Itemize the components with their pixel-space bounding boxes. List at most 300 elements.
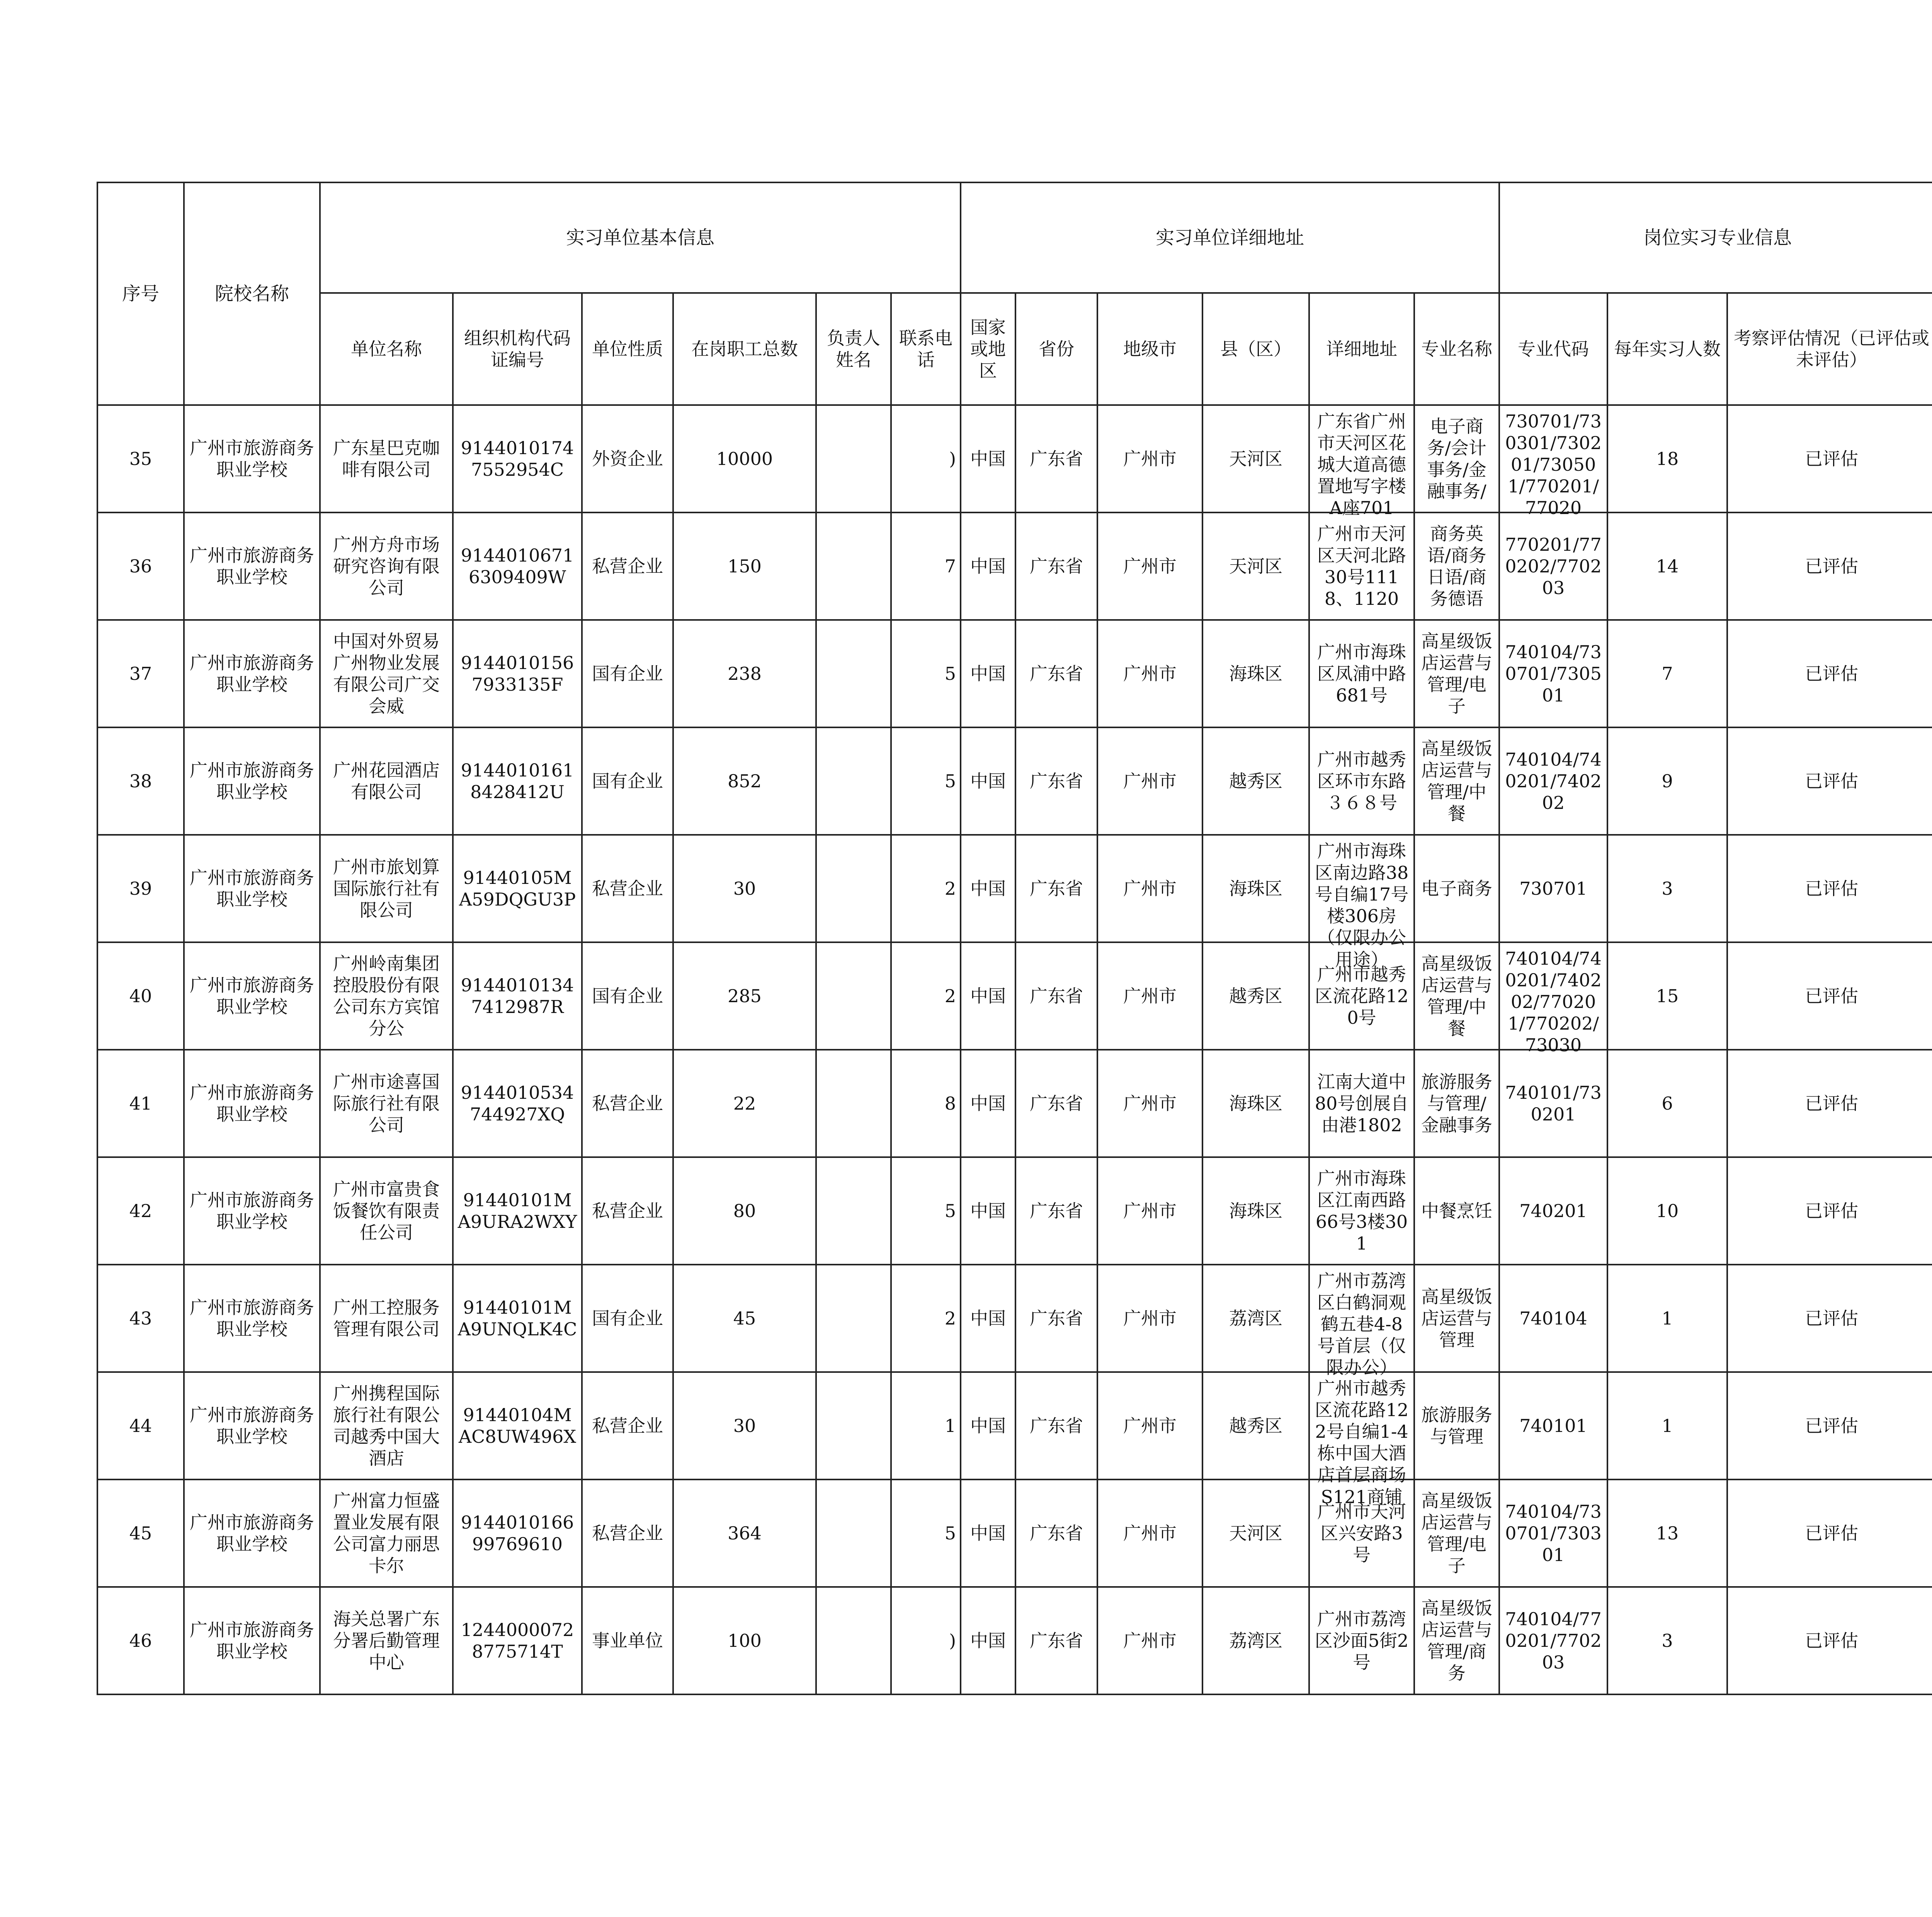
cell-major-code [1499,727,1607,835]
cell-staff-text: 30 [733,1415,756,1436]
cell-unit-type-text: 私营企业 [592,555,663,577]
cell-city [1097,1265,1202,1372]
cell-staff [673,405,816,512]
cell-unit-type-text: 国有企业 [592,770,663,792]
cell-unit-name [320,1050,453,1157]
cell-school-text: 广州市旅游商务职业学校 [190,1512,314,1554]
cell-province [1015,1157,1097,1265]
cell-org-code-text: 91440104MAC8UW496X [458,1404,577,1447]
cell-county-text: 天河区 [1229,448,1283,469]
cell-address [1309,727,1414,835]
cell-org-code-text: 91440101567933135F [461,652,574,695]
cell-assess [1727,1372,1932,1479]
cell-unit-type [582,1157,673,1265]
cell-school-text: 广州市旅游商务职业学校 [190,867,314,910]
cell-country-text: 中国 [970,1522,1006,1544]
cell-county-text: 荔湾区 [1229,1630,1283,1651]
cell-phone [891,1372,961,1479]
cell-unit-name-text: 广州市途喜国际旅行社有限公司 [333,1071,440,1136]
cell-phone [891,1157,961,1265]
cell-assess-text: 已评估 [1805,1200,1859,1221]
cell-assess-text: 已评估 [1805,1522,1859,1544]
cell-country-text: 中国 [970,663,1006,684]
cell-major [1414,1265,1499,1372]
cell-leader [816,1050,891,1157]
cell-unit-name [320,620,453,727]
table-row [97,1372,1932,1479]
cell-county-text: 越秀区 [1229,1415,1283,1436]
cell-province-text: 广东省 [1030,1522,1083,1544]
cell-interns [1607,405,1727,512]
cell-org-code-text: 91440105MA59DQGU3P [459,867,576,910]
cell-seq-text: 36 [129,555,152,577]
header-staff: 在岗职工总数 [673,293,816,405]
cell-school [184,512,320,620]
cell-province [1015,1372,1097,1479]
cell-unit-type-text: 私营企业 [592,1093,663,1114]
cell-school [184,1372,320,1479]
cell-leader [816,1587,891,1694]
cell-country [961,620,1015,727]
cell-major-code [1499,1265,1607,1372]
header-city: 地级市 [1097,293,1202,405]
cell-unit-name [320,1265,453,1372]
cell-school [184,1050,320,1157]
cell-address-text: 广州市海珠区凤浦中路681号 [1317,641,1406,706]
cell-school-text: 广州市旅游商务职业学校 [190,759,314,802]
cell-major-code [1499,405,1607,519]
cell-assess [1727,942,1932,1050]
cell-city [1097,1587,1202,1694]
cell-staff-text: 22 [733,1093,756,1114]
cell-staff [673,1265,816,1372]
cell-address-text: 广州市越秀区流花路122号自编1-4栋中国大酒店首层商场S121商铺 [1315,1378,1409,1507]
phone-visible-fragment: 5 [944,1200,956,1221]
cell-country [961,835,1015,942]
cell-phone [891,835,961,942]
cell-province-text: 广东省 [1030,770,1083,792]
cell-major-code [1499,512,1607,620]
cell-school [184,942,320,1050]
cell-major-text: 高星级饭店运营与管理/商务 [1421,1597,1493,1684]
cell-unit-type-text: 国有企业 [592,985,663,1006]
cell-interns-text: 18 [1656,448,1679,469]
cell-staff-text: 852 [728,770,762,792]
cell-school-text: 广州市旅游商务职业学校 [190,1297,314,1340]
cell-assess [1727,620,1932,727]
cell-county-text: 海珠区 [1229,1200,1283,1221]
cell-unit-type [582,1479,673,1587]
cell-province-text: 广东省 [1030,1200,1083,1221]
cell-unit-name-text: 广州方舟市场研究咨询有限公司 [333,534,440,599]
cell-major-text: 高星级饭店运营与管理/电子 [1421,630,1493,717]
cell-city-text: 广州市 [1123,1093,1177,1114]
cell-interns-text: 1 [1662,1415,1673,1436]
cell-staff-text: 30 [733,878,756,899]
cell-major [1414,620,1499,727]
cell-country [961,1479,1015,1587]
phone-visible-fragment: ) [949,1630,956,1651]
cell-assess-text: 已评估 [1805,1308,1859,1329]
cell-major-text: 商务英语/商务日语/商务德语 [1427,523,1486,609]
cell-county-text: 海珠区 [1229,878,1283,899]
cell-major [1414,942,1499,1050]
cell-address [1309,405,1414,519]
cell-interns [1607,1587,1727,1694]
cell-seq-text: 46 [129,1630,152,1651]
cell-unit-type [582,727,673,835]
cell-org-code [453,1265,582,1372]
cell-city [1097,835,1202,942]
cell-unit-name-text: 广州岭南集团控股股份有限公司东方宾馆分公 [333,953,440,1039]
cell-org-code [453,727,582,835]
cell-seq [97,1265,184,1372]
cell-phone [891,1265,961,1372]
cell-unit-type [582,1587,673,1694]
cell-staff [673,1157,816,1265]
cell-major-text: 高星级饭店运营与管理/中餐 [1421,738,1493,824]
cell-assess-text: 已评估 [1805,663,1859,684]
cell-city [1097,620,1202,727]
phone-visible-fragment: 2 [944,985,956,1006]
cell-major [1414,1587,1499,1694]
cell-unit-type [582,835,673,942]
cell-org-code-text: 91440101MA9UNQLK4C [457,1297,577,1340]
cell-staff-text: 150 [728,555,762,577]
cell-major-code-text: 740104/730701/730301 [1505,1501,1602,1566]
cell-assess [1727,1157,1932,1265]
header-group-major: 岗位实习专业信息 [1499,182,1932,293]
cell-school-text: 广州市旅游商务职业学校 [190,652,314,695]
cell-major-text: 电子商务 [1421,878,1493,899]
cell-org-code [453,1157,582,1265]
header-country: 国家或地区 [961,293,1015,405]
cell-city [1097,1372,1202,1479]
cell-unit-name [320,1479,453,1587]
cell-interns-text: 3 [1662,1630,1673,1651]
cell-seq [97,1479,184,1587]
cell-assess-text: 已评估 [1805,1415,1859,1436]
table-row [97,1050,1932,1157]
cell-unit-type-text: 私营企业 [592,1522,663,1544]
cell-major-code-text: 740104 [1519,1308,1587,1329]
cell-interns [1607,835,1727,942]
header-org-code: 组织机构代码证编号 [453,293,582,405]
cell-county-text: 海珠区 [1229,1093,1283,1114]
cell-unit-type-text: 私营企业 [592,1415,663,1436]
cell-address-text: 广东省广州市天河区花城大道高德置地写字楼A座701 [1317,411,1406,519]
cell-major-text: 高星级饭店运营与管理 [1421,1286,1493,1351]
table-row [97,942,1932,1050]
cell-assess [1727,1479,1932,1587]
cell-city-text: 广州市 [1123,1415,1177,1436]
cell-phone [891,512,961,620]
cell-address-text: 广州市海珠区江南西路66号3楼301 [1315,1168,1408,1254]
cell-phone [891,1050,961,1157]
cell-major-code-text: 770201/770202/770203 [1505,534,1602,599]
cell-unit-type-text: 私营企业 [592,1200,663,1221]
cell-major-code-text: 740101/730201 [1505,1082,1602,1125]
cell-address-text: 广州市海珠区南边路38号自编17号楼306房（仅限办公用途） [1315,841,1409,970]
cell-org-code [453,1587,582,1694]
cell-major-code-text: 730701/730301/730201/730501/770201/77020 [1505,411,1602,519]
cell-leader [816,942,891,1050]
header-group-row [97,182,1932,293]
cell-province-text: 广东省 [1030,448,1083,469]
cell-county-text: 越秀区 [1229,770,1283,792]
cell-school-text: 广州市旅游商务职业学校 [190,1404,314,1447]
cell-school-text: 广州市旅游商务职业学校 [190,1082,314,1125]
cell-city [1097,727,1202,835]
cell-address [1309,835,1414,970]
cell-unit-name-text: 广东星巴克咖啡有限公司 [333,437,440,480]
table-row [97,727,1932,835]
header-province: 省份 [1015,293,1097,405]
header-phone: 联系电话 [891,293,961,405]
cell-assess-text: 已评估 [1805,878,1859,899]
cell-city-text: 广州市 [1123,1308,1177,1329]
cell-country [961,512,1015,620]
cell-county [1202,1479,1309,1587]
cell-city [1097,1050,1202,1157]
cell-county-text: 海珠区 [1229,663,1283,684]
cell-address-text: 广州市越秀区环市东路３６８号 [1317,749,1406,814]
header-unit-name: 单位名称 [320,293,453,405]
cell-country [961,1587,1015,1694]
cell-city-text: 广州市 [1123,448,1177,469]
cell-seq [97,835,184,942]
cell-school [184,1265,320,1372]
cell-unit-name-text: 广州工控服务管理有限公司 [333,1297,440,1340]
cell-major-code-text: 740104/730701/730501 [1505,641,1602,706]
cell-seq [97,1372,184,1479]
cell-province-text: 广东省 [1030,1093,1083,1114]
cell-province [1015,1479,1097,1587]
table-row [97,835,1932,942]
cell-country-text: 中国 [970,1415,1006,1436]
cell-school [184,1157,320,1265]
cell-city-text: 广州市 [1123,663,1177,684]
cell-province [1015,1050,1097,1157]
cell-city [1097,405,1202,512]
cell-assess-text: 已评估 [1805,448,1859,469]
cell-province-text: 广东省 [1030,1415,1083,1436]
header-seq: 序号 [97,182,184,405]
cell-country-text: 中国 [970,985,1006,1006]
cell-assess [1727,727,1932,835]
cell-interns [1607,1157,1727,1265]
cell-unit-type [582,1050,673,1157]
cell-major-text: 旅游服务与管理 [1421,1404,1493,1447]
cell-province [1015,1265,1097,1372]
cell-seq-text: 43 [129,1308,152,1329]
cell-leader [816,1479,891,1587]
cell-address-text: 广州市越秀区流花路120号 [1315,964,1409,1028]
cell-country [961,942,1015,1050]
cell-school-text: 广州市旅游商务职业学校 [190,437,314,480]
cell-interns-text: 9 [1662,770,1673,792]
cell-county [1202,727,1309,835]
cell-unit-name [320,835,453,942]
cell-phone [891,942,961,1050]
cell-province [1015,512,1097,620]
cell-interns [1607,620,1727,727]
cell-major-code [1499,1587,1607,1694]
cell-unit-type [582,942,673,1050]
cell-county-text: 荔湾区 [1229,1308,1283,1329]
cell-unit-type [582,620,673,727]
cell-unit-name-text: 中国对外贸易广州物业发展有限公司广交会威 [333,630,440,717]
cell-city-text: 广州市 [1123,985,1177,1006]
cell-assess [1727,1265,1932,1372]
cell-unit-name [320,512,453,620]
cell-leader [816,512,891,620]
cell-school [184,405,320,512]
cell-major-code-text: 740104/770201/770203 [1505,1608,1602,1673]
cell-staff-text: 285 [728,985,762,1006]
cell-phone [891,405,961,512]
cell-major-text: 旅游服务与管理/金融事务 [1421,1071,1493,1136]
cell-unit-name [320,1157,453,1265]
cell-province [1015,942,1097,1050]
cell-org-code-text: 9144010534744927XQ [461,1082,574,1125]
cell-assess-text: 已评估 [1805,1630,1859,1651]
cell-address-text: 广州市荔湾区沙面5街2号 [1315,1608,1409,1673]
cell-staff [673,1050,816,1157]
cell-unit-name [320,1587,453,1694]
cell-county [1202,1265,1309,1372]
cell-major [1414,1157,1499,1265]
cell-seq-text: 38 [129,770,152,792]
cell-province-text: 广东省 [1030,1308,1083,1329]
cell-phone [891,727,961,835]
phone-visible-fragment: 2 [944,878,956,899]
cell-major-code-text: 740104/740201/740202/770201/770202/73030 [1505,948,1602,1056]
cell-country-text: 中国 [970,555,1006,577]
table-row [97,1265,1932,1372]
cell-unit-type-text: 国有企业 [592,663,663,684]
cell-city-text: 广州市 [1123,555,1177,577]
cell-staff-text: 80 [733,1200,756,1221]
phone-visible-fragment: 8 [944,1093,956,1114]
cell-seq [97,942,184,1050]
cell-seq-text: 44 [129,1415,152,1436]
cell-province-text: 广东省 [1030,985,1083,1006]
cell-assess [1727,405,1932,512]
cell-county [1202,835,1309,942]
cell-leader [816,620,891,727]
cell-address [1309,1157,1414,1265]
header-leader: 负责人姓名 [816,293,891,405]
cell-major [1414,512,1499,620]
cell-interns [1607,512,1727,620]
cell-interns [1607,727,1727,835]
cell-county [1202,1157,1309,1265]
cell-unit-type-text: 私营企业 [592,878,663,899]
cell-province [1015,405,1097,512]
cell-country [961,405,1015,512]
table-row [97,1479,1932,1587]
cell-seq [97,1587,184,1694]
cell-unit-type-text: 国有企业 [592,1308,663,1329]
cell-country-text: 中国 [970,448,1006,469]
cell-unit-name-text: 广州花园酒店有限公司 [333,759,440,802]
cell-unit-type-text: 事业单位 [592,1630,663,1651]
cell-major [1414,1050,1499,1157]
header-county: 县（区） [1202,293,1309,405]
header-unit-type: 单位性质 [582,293,673,405]
cell-unit-name-text: 广州富力恒盛置业发展有限公司富力丽思卡尔 [333,1490,440,1577]
phone-visible-fragment: 1 [944,1415,956,1436]
cell-city-text: 广州市 [1123,1522,1177,1544]
cell-leader [816,835,891,942]
cell-school [184,835,320,942]
cell-staff [673,1372,816,1479]
cell-major [1414,1479,1499,1587]
cell-staff [673,1587,816,1694]
cell-leader [816,1157,891,1265]
cell-staff [673,835,816,942]
cell-province-text: 广东省 [1030,878,1083,899]
cell-org-code-text: 91440101347412987R [461,974,574,1017]
cell-unit-type [582,405,673,512]
cell-org-code-text: 91440101747552954C [461,437,574,480]
cell-address-text: 广州市天河区天河北路30号1118、1120 [1317,523,1406,609]
header-major: 专业名称 [1414,293,1499,405]
cell-address-text: 广州市荔湾区白鹤洞观鹤五巷4-8号首层（仅限办公） [1317,1270,1406,1378]
cell-unit-name-text: 广州市旅划算国际旅行社有限公司 [333,856,440,921]
cell-county [1202,942,1309,1050]
cell-major-code [1499,1050,1607,1157]
cell-address-text: 广州市天河区兴安路3号 [1317,1501,1406,1566]
cell-leader [816,1372,891,1479]
cell-assess [1727,835,1932,942]
phone-visible-fragment: 5 [944,1522,956,1544]
cell-county-text: 天河区 [1229,555,1283,577]
cell-address [1309,1050,1414,1157]
table-row [97,512,1932,620]
cell-staff-text: 364 [728,1522,762,1544]
cell-major-code-text: 740104/740201/740202 [1505,749,1602,814]
cell-county [1202,1587,1309,1694]
cell-org-code [453,512,582,620]
table-row [97,405,1932,512]
header-address: 详细地址 [1309,293,1414,405]
cell-province [1015,727,1097,835]
cell-city-text: 广州市 [1123,1630,1177,1651]
cell-city-text: 广州市 [1123,770,1177,792]
cell-staff [673,512,816,620]
cell-major-code [1499,1479,1607,1587]
cell-unit-name [320,1372,453,1479]
header-assess: 考察评估情况（已评估或未评估） [1727,293,1932,405]
cell-unit-type [582,512,673,620]
cell-address [1309,512,1414,620]
cell-city [1097,942,1202,1050]
cell-interns [1607,942,1727,1050]
cell-country [961,1050,1015,1157]
cell-org-code-text: 91440106716309409W [461,545,574,587]
cell-seq-text: 39 [129,878,152,899]
cell-unit-name-text: 海关总署广东分署后勤管理中心 [333,1608,440,1673]
cell-assess [1727,1050,1932,1157]
cell-assess-text: 已评估 [1805,985,1859,1006]
cell-interns-text: 3 [1662,878,1673,899]
cell-major [1414,405,1499,512]
cell-province-text: 广东省 [1030,1630,1083,1651]
cell-org-code-text: 91440101618428412U [461,759,574,802]
header-group-address: 实习单位详细地址 [961,182,1499,293]
